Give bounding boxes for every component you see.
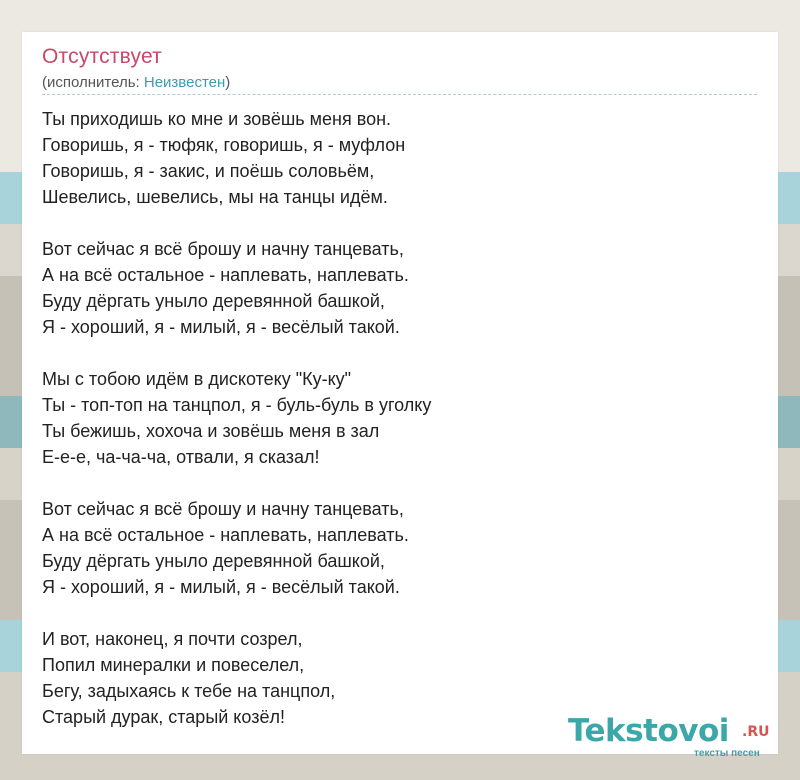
lyric-line: Буду дёргать уныло деревянной башкой, bbox=[42, 551, 385, 571]
lyrics-body bbox=[42, 106, 742, 756]
lyric-line: Ты - топ-топ на танцпол, я - буль-буль в уголку bbox=[42, 395, 432, 415]
lyric-line: Буду дёргать уныло деревянной башкой, bbox=[42, 291, 385, 311]
artist-suffix: ) bbox=[225, 74, 231, 91]
lyric-line: Я - хороший, я - милый, я - весёлый такой. bbox=[42, 577, 400, 597]
lyric-line: И вот, наконец, я почти созрел, bbox=[42, 629, 303, 649]
stanza-1 bbox=[42, 106, 742, 210]
lyric-line: Говоришь, я - тюфяк, говоришь, я - муфлон bbox=[42, 135, 406, 155]
stanza-2 bbox=[42, 236, 742, 340]
lyrics-card bbox=[22, 32, 778, 759]
lyric-line: Мы с тобою идём в дискотеку "Ку-ку" bbox=[42, 369, 352, 389]
lyric-line: Вот сейчас я всё брошу и начну танцевать, bbox=[42, 239, 404, 259]
artist-prefix: (исполнитель: bbox=[42, 74, 144, 91]
lyric-line: Ты приходишь ко мне и зовёшь меня вон. bbox=[42, 109, 392, 129]
logo-tld: .RU bbox=[742, 724, 770, 740]
logo-wordmark: Tekstovoi bbox=[568, 713, 729, 749]
lyric-line: Вот сейчас я всё брошу и начну танцевать, bbox=[42, 499, 404, 519]
logo-tagline: тексты песен bbox=[694, 748, 760, 759]
lyric-line: Е-е-е, ча-ча-ча, отвали, я сказал! bbox=[42, 447, 320, 467]
stanza-3 bbox=[42, 366, 742, 470]
lyric-line: Говоришь, я - закис, и поёшь соловьём, bbox=[42, 161, 375, 181]
lyric-line: А на всё остальное - наплевать, наплевать. bbox=[42, 265, 409, 285]
artist-link[interactable]: Неизвестен bbox=[143, 74, 226, 91]
lyric-line: Бегу, задыхаясь к тебе на танцпол, bbox=[42, 681, 336, 701]
lyric-line: Попил минералки и повеселел, bbox=[42, 655, 305, 675]
stanza-4 bbox=[42, 496, 742, 600]
artist-line bbox=[42, 74, 230, 91]
song-title: Отсутствует bbox=[42, 45, 162, 68]
title-divider bbox=[42, 94, 757, 95]
lyric-line: Ты бежишь, хохоча и зовёшь меня в зал bbox=[42, 421, 380, 441]
tekstovoi-logo[interactable] bbox=[568, 713, 778, 759]
lyric-line: А на всё остальное - наплевать, наплевать. bbox=[42, 525, 409, 545]
lyric-line: Старый дурак, старый козёл! bbox=[42, 707, 285, 727]
lyric-line: Шевелись, шевелись, мы на танцы идём. bbox=[42, 187, 388, 207]
lyric-line: Я - хороший, я - милый, я - весёлый такой. bbox=[42, 317, 400, 337]
